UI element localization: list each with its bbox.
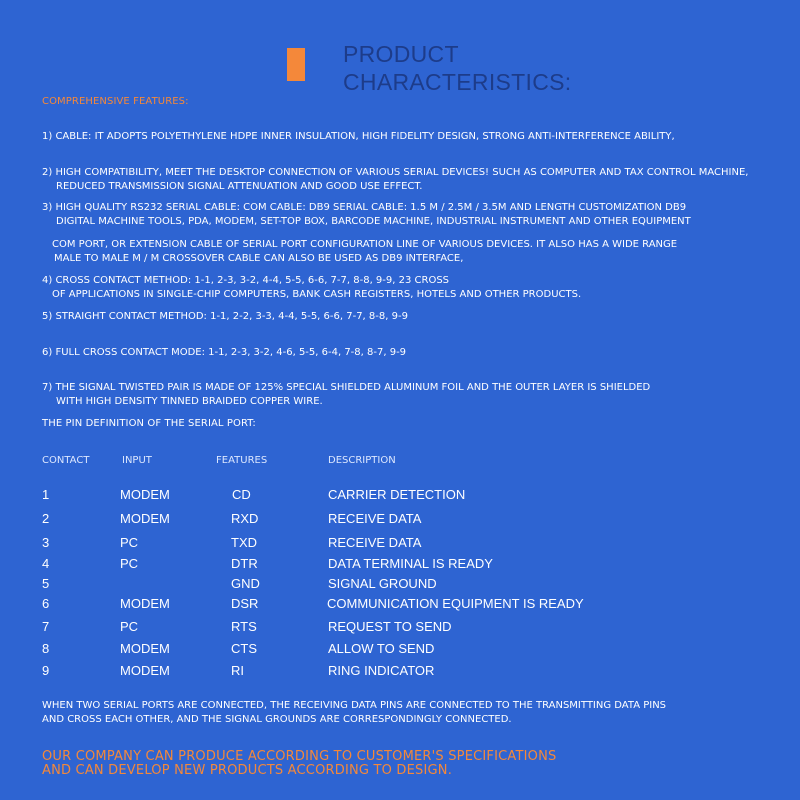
table-cell-input: MODEM [120, 663, 170, 678]
table-cell-description: RECEIVE DATA [328, 511, 422, 526]
feature-line: 1) CABLE: IT ADOPTS POLYETHYLENE HDPE INNER INSULATION, HIGH FIDELITY DESIGN, STRONG ANTI-INTERFERENCE ABILITY, [42, 131, 675, 142]
feature-line: OF APPLICATIONS IN SINGLE-CHIP COMPUTERS, BANK CASH REGISTERS, HOTELS AND OTHER PRODUCTS. [52, 289, 582, 300]
feature-line: COM PORT, OR EXTENSION CABLE OF SERIAL PORT CONFIGURATION LINE OF VARIOUS DEVICES. IT ALSO HAS A WIDE RANGE [52, 239, 678, 250]
connection-note [42, 699, 666, 727]
table-cell-contact: 1 [42, 487, 50, 502]
table-header-description: DESCRIPTION [328, 455, 396, 466]
table-cell-input: MODEM [120, 596, 170, 611]
table-cell-description: REQUEST TO SEND [328, 619, 452, 634]
footer-line: OUR COMPANY CAN PRODUCE ACCORDING TO CUSTOMER'S SPECIFICATIONS [42, 749, 557, 764]
table-cell-description: COMMUNICATION EQUIPMENT IS READY [327, 596, 584, 611]
table-header-features: FEATURES [216, 455, 268, 466]
page-title [343, 40, 571, 96]
feature-line: 3) HIGH QUALITY RS232 SERIAL CABLE: COM CABLE: DB9 SERIAL CABLE: 1.5 M / 2.5M / 3.5M AND LENGTH CUSTOMIZATION DB9 [42, 202, 687, 213]
table-cell-description: ALLOW TO SEND [328, 641, 435, 656]
feature-2 [42, 166, 748, 194]
table-cell-contact: 5 [42, 576, 50, 591]
table-cell-contact: 8 [42, 641, 50, 656]
feature-line: 5) STRAIGHT CONTACT METHOD: 1-1, 2-2, 3-3, 4-4, 5-5, 6-6, 7-7, 8-8, 9-9 [42, 311, 408, 322]
table-cell-feature: RXD [231, 511, 259, 526]
table-cell-input: MODEM [120, 487, 170, 502]
table-cell-feature: DSR [231, 596, 259, 611]
pin-definition-heading: THE PIN DEFINITION OF THE SERIAL PORT: [42, 418, 256, 429]
page-title-line1: PRODUCT [343, 41, 459, 67]
table-cell-feature: GND [231, 576, 260, 591]
footer-statement [42, 750, 557, 778]
table-cell-feature: RI [231, 663, 244, 678]
feature-line: MALE TO MALE M / M CROSSOVER CABLE CAN ALSO BE USED AS DB9 INTERFACE, [54, 253, 464, 264]
feature-line: REDUCED TRANSMISSION SIGNAL ATTENUATION AND GOOD USE EFFECT. [56, 181, 423, 192]
feature-line: 4) CROSS CONTACT METHOD: 1-1, 2-3, 3-2, 4-4, 5-5, 6-6, 7-7, 8-8, 9-9, 23 CROSS [42, 275, 450, 286]
note-line: WHEN TWO SERIAL PORTS ARE CONNECTED, THE RECEIVING DATA PINS ARE CONNECTED TO THE TRANSMITTING DATA PINS [42, 700, 667, 711]
table-cell-input: PC [120, 535, 139, 550]
title-accent-bar [287, 48, 305, 81]
feature-3-continued [52, 238, 677, 266]
note-line: AND CROSS EACH OTHER, AND THE SIGNAL GROUNDS ARE CORRESPONDINGLY CONNECTED. [42, 714, 512, 725]
feature-line: DIGITAL MACHINE TOOLS, PDA, MODEM, SET-TOP BOX, BARCODE MACHINE, INDUSTRIAL INSTRUMENT AND OTHER EQUIPMENT [56, 216, 691, 227]
table-cell-feature: TXD [231, 535, 257, 550]
footer-line: AND CAN DEVELOP NEW PRODUCTS ACCORDING TO DESIGN. [42, 763, 453, 778]
table-cell-description: DATA TERMINAL IS READY [328, 556, 493, 571]
page-title-line2: CHARACTERISTICS: [343, 69, 572, 95]
table-cell-description: SIGNAL GROUND [328, 576, 437, 591]
table-header-input: INPUT [122, 455, 152, 466]
features-heading: COMPREHENSIVE FEATURES: [42, 96, 189, 107]
table-cell-feature: DTR [231, 556, 258, 571]
table-cell-feature: CTS [231, 641, 257, 656]
table-cell-feature: RTS [231, 619, 257, 634]
feature-5 [42, 310, 408, 324]
feature-line: 2) HIGH COMPATIBILITY, MEET THE DESKTOP CONNECTION OF VARIOUS SERIAL DEVICES! SUCH AS COMPUTER AND TAX CONTROL MACHINE, [42, 167, 749, 178]
feature-line: 6) FULL CROSS CONTACT MODE: 1-1, 2-3, 3-2, 4-6, 5-5, 6-4, 7-8, 8-7, 9-9 [42, 347, 407, 358]
table-header-contact: CONTACT [42, 455, 90, 466]
table-cell-input: PC [120, 619, 139, 634]
table-cell-feature: CD [232, 487, 251, 502]
feature-4 [42, 274, 581, 302]
table-cell-description: RING INDICATOR [328, 663, 435, 678]
feature-7 [42, 381, 650, 409]
table-cell-contact: 4 [42, 556, 50, 571]
table-cell-contact: 6 [42, 596, 50, 611]
feature-line: 7) THE SIGNAL TWISTED PAIR IS MADE OF 125% SPECIAL SHIELDED ALUMINUM FOIL AND THE OUTER LAYER IS SHIELDED [42, 382, 651, 393]
table-cell-description: CARRIER DETECTION [328, 487, 466, 502]
feature-3 [42, 201, 691, 229]
table-cell-description: RECEIVE DATA [328, 535, 422, 550]
table-cell-contact: 3 [42, 535, 50, 550]
table-cell-contact: 9 [42, 663, 50, 678]
table-cell-input: MODEM [120, 511, 170, 526]
feature-line: WITH HIGH DENSITY TINNED BRAIDED COPPER WIRE. [56, 396, 323, 407]
table-cell-contact: 2 [42, 511, 50, 526]
feature-1 [42, 130, 675, 144]
feature-6 [42, 346, 406, 360]
table-cell-contact: 7 [42, 619, 50, 634]
table-cell-input: MODEM [120, 641, 170, 656]
table-cell-input: PC [120, 556, 139, 571]
